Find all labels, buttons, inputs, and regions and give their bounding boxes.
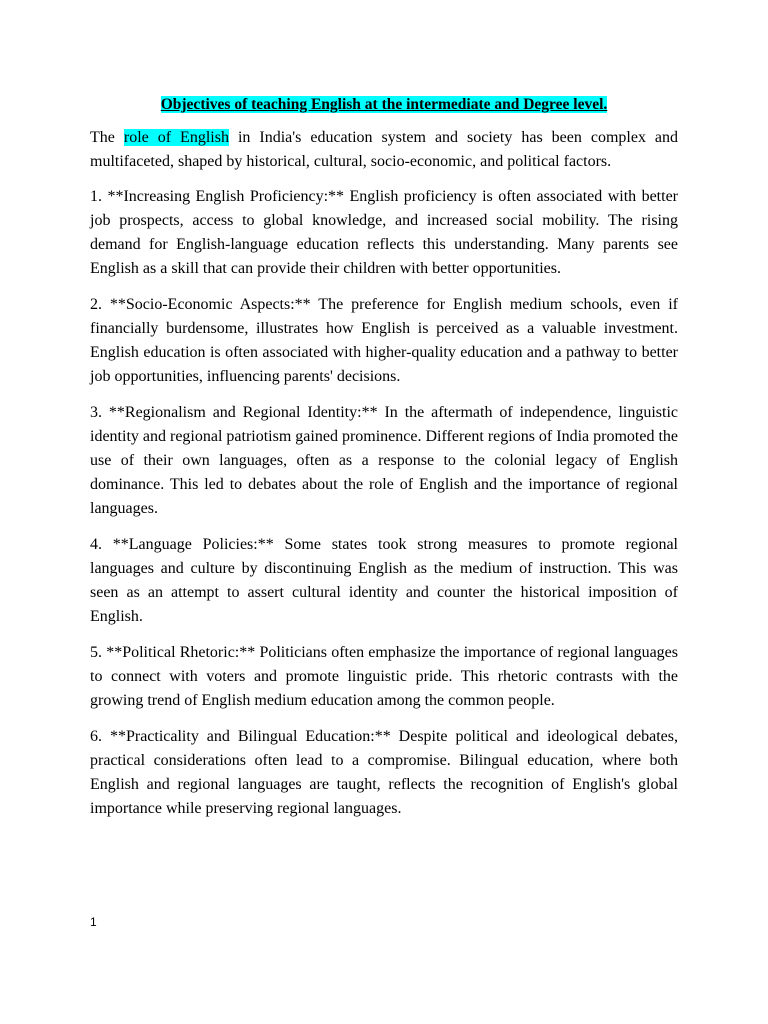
point-paragraph-1: 1. **Increasing English Proficiency:** English proficiency is often associated with better job prospects, access to global knowledge, and increased social mobility. The rising demand for English-language education reflects this understanding. Many parents see English as a skill that can provide their children with better opportunities. — [90, 188, 678, 277]
point-paragraph-2: 2. **Socio-Economic Aspects:** The preference for English medium schools, even if financially burdensome, illustrates how English is perceived as a valuable investment. English education is often associated with higher-quality education and a pathway to better job opportunities, influencing parents' decisions. — [90, 296, 678, 385]
point-paragraph-5: 5. **Political Rhetoric:** Politicians often emphasize the importance of regional languages to connect with voters and promote linguistic pride. This rhetoric contrasts with the growing trend of English medium education among the common people. — [90, 644, 678, 709]
intro-paragraph — [90, 126, 678, 174]
intro-prefix: The — [90, 129, 124, 146]
document-title — [90, 94, 678, 116]
page-number: 1 — [90, 915, 97, 929]
point-paragraph-3: 3. **Regionalism and Regional Identity:** In the aftermath of independence, linguistic identity and regional patriotism gained prominence. Different regions of India promoted the use of their own languages, often as a response to the colonial legacy of English dominance. This led to debates about the role of English and the importance of regional languages. — [90, 404, 678, 517]
intro-suffix: in India's education system and society has been complex and multifaceted, shaped by historical, cultural, socio-economic, and political factors. — [90, 129, 679, 170]
document-body — [90, 94, 678, 833]
document-title-text: Objectives of teaching English at the intermediate and Degree level. — [160, 96, 608, 113]
point-paragraph-6: 6. **Practicality and Bilingual Education:** Despite political and ideological debates, practical considerations often lead to a compromise. Bilingual education, where both English and regional languages are taught, reflects the recognition of English's global importance while preserving regional languages. — [90, 728, 678, 817]
intro-highlight: role of English — [123, 129, 229, 146]
point-paragraph-4: 4. **Language Policies:** Some states took strong measures to promote regional languages and culture by discontinuing English as the medium of instruction. This was seen as an attempt to assert cultural identity and counter the historical imposition of English. — [90, 536, 678, 625]
